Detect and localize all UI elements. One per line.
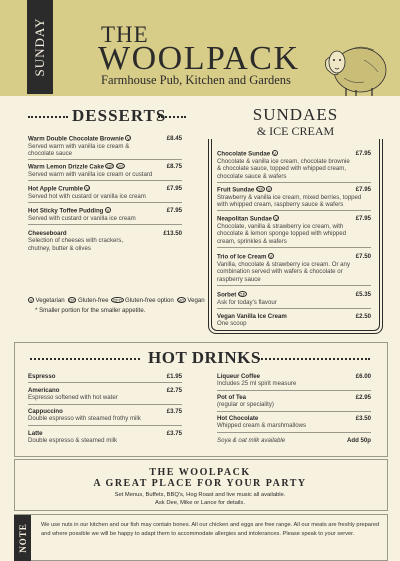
legend-item (111, 297, 173, 304)
sundae-item (217, 291, 371, 306)
drink-item (28, 373, 182, 380)
sundae-item-name: Neapolitan Sundae (217, 215, 272, 223)
brand-name: WOOLPACK (98, 40, 300, 77)
dessert-item-name: Cheeseboard (28, 230, 67, 237)
diet-badge-vg: VG (178, 297, 185, 303)
item-divider (28, 159, 182, 160)
item-divider (28, 425, 182, 426)
legend-label: Vegan (187, 297, 205, 304)
drink-item (28, 387, 182, 402)
drink-item-price: £6.00 (355, 373, 371, 380)
sundae-item-name: Fruit Sundae (217, 186, 255, 194)
drink-item-description: Espresso softened with hot water (28, 394, 118, 402)
promo-text-line1: Set Menus, Buffets, BBQ's, Hog Roast and live music all available. (114, 492, 286, 498)
diet-badge-gf: GF (257, 187, 264, 192)
desserts-dotline-left (28, 116, 68, 118)
sundae-item (217, 313, 371, 328)
sundae-item (217, 253, 371, 283)
diet-badge-gf: GF (69, 297, 75, 303)
diet-badge-gf: GF (106, 164, 113, 169)
sundae-item-description: Chocolate, vanilla & strawberry ice cream, with (217, 222, 344, 230)
sundae-item-description: Strawberry & vanilla ice cream, mixed berries, topped (217, 193, 362, 201)
diet-badge-v: V (267, 187, 271, 192)
dessert-item-price: £13.50 (163, 230, 182, 237)
desserts-title: DESSERTS (72, 106, 167, 125)
dessert-item (28, 207, 182, 222)
item-divider (217, 210, 371, 211)
diet-badge-gf: GF (239, 292, 246, 297)
drink-item-name: Hot Chocolate (217, 415, 259, 422)
sundae-item-description: with whipped cream, raspberry sauce & wafers (217, 201, 344, 209)
legend-label: Gluten-free (77, 297, 109, 304)
item-divider (217, 432, 371, 433)
drink-item (28, 408, 182, 423)
dessert-item-description: Served with custard or vanilla ice cream (28, 214, 136, 222)
legend-item (28, 297, 65, 304)
promo-title-line1: THE WOOLPACK (149, 467, 251, 478)
sundaes-title-line2: & ICE CREAM (256, 124, 335, 138)
item-divider (217, 308, 371, 309)
sundae-item-description: chocolate & lemon sponge topped with whipped (217, 230, 347, 238)
diet-badge-v: V (273, 151, 277, 156)
sundaes-title (208, 105, 383, 139)
dessert-item (28, 185, 182, 200)
dessert-item-price: £7.95 (166, 207, 182, 214)
sundae-item-price: £7.95 (355, 215, 371, 222)
dessert-item (28, 163, 182, 178)
drink-item-name: Espresso (28, 373, 56, 380)
item-divider (217, 390, 371, 391)
drink-item-description: Whipped cream & marshmallows (217, 422, 307, 430)
dessert-item-description: chocolate sauce (28, 150, 73, 158)
diet-badge-v: V (269, 254, 273, 259)
sundae-item-description: cream, sprinkles & wafers (217, 237, 287, 245)
note-tab (14, 515, 31, 561)
sundae-item-price: £7.50 (355, 253, 371, 260)
brand-the: THE (101, 22, 149, 47)
item-divider (217, 182, 371, 183)
item-divider (217, 411, 371, 412)
item-divider (28, 180, 182, 181)
item-divider (28, 404, 182, 405)
drink-item (217, 394, 371, 409)
legend-item (68, 297, 109, 304)
legend-label: Gluten-free option (125, 297, 174, 304)
sundae-item-name: Trio of Ice Cream (217, 253, 267, 261)
sundae-item-price: £7.95 (355, 150, 371, 157)
sundae-item-description: One scoop (217, 320, 247, 328)
promo-text-line2: Ask Dee, Mike or Lance for details. (155, 500, 245, 506)
drink-item-description: Double espresso & steamed milk (28, 437, 118, 445)
drink-item-price: £3.75 (166, 408, 182, 415)
dessert-item-price: £8.75 (166, 163, 182, 170)
dessert-item-name: Warm Lemon Drizzle Cake (28, 163, 104, 171)
dessert-item-name: Warm Double Chocolate Brownie (28, 135, 124, 143)
sundae-item-description: Vanilla, chocolate & strawberry ice cream. Or any (217, 260, 350, 268)
sundae-item (217, 186, 371, 209)
diet-badge-v: V (106, 208, 110, 213)
dietary-legend (28, 296, 208, 316)
desserts-dotline-right (158, 116, 186, 118)
dessert-item-name: Hot Sticky Toffee Pudding (28, 207, 104, 215)
day-tab (27, 0, 53, 94)
sundae-item-name: Vegan Vanilla Ice Cream (217, 313, 287, 320)
item-divider (28, 382, 182, 383)
sundae-item (217, 215, 371, 245)
drink-item-name: Pot of Tea (217, 394, 247, 401)
drink-item-price: £2.95 (355, 394, 371, 401)
hot-drinks-dotline-right (258, 358, 370, 360)
sundae-item-price: £5.35 (355, 291, 371, 298)
drink-item (217, 373, 371, 388)
item-divider (28, 224, 182, 225)
sundae-item-description: Ask for today's flavour (217, 298, 277, 306)
soya-row (217, 437, 371, 444)
drink-item (28, 430, 182, 445)
dessert-item-price: £7.95 (166, 185, 182, 192)
dessert-item-description: Selection of cheeses with crackers, (28, 237, 124, 245)
dessert-item (28, 230, 182, 252)
drink-item-price: £1.95 (166, 373, 182, 380)
dessert-item-price: £8.45 (166, 135, 182, 142)
soya-label: Soya & oat milk available (217, 437, 286, 444)
drink-item-description: Double espresso with steamed frothy milk (28, 415, 141, 423)
drink-item-price: £3.50 (355, 415, 371, 422)
item-divider (217, 285, 371, 286)
drink-item (217, 415, 371, 430)
drink-item-price: £3.75 (166, 430, 182, 437)
note-text: We use nuts in our kitchen and our fish may contain bones. All our chicken and eggs are free range. All our meats are freshly prepared and where possible we will be happy to adapt them to accommodate allergies and intolerances. Please speak to your server. (41, 522, 380, 537)
drink-item-description: Includes 25 ml spirit measure (217, 380, 297, 388)
sundae-item-name: Chocolate Sundae (217, 150, 271, 158)
brand-subtitle: Farmhouse Pub, Kitchen and Gardens (101, 73, 291, 87)
dessert-item (28, 135, 182, 158)
promo-title-line2: A GREAT PLACE FOR YOUR PARTY (93, 478, 307, 489)
dessert-item-name: Hot Apple Crumble (28, 185, 83, 193)
drink-item-price: £2.75 (166, 387, 182, 394)
diet-badge-gfo: GFO (112, 297, 123, 303)
drink-item-name: Americano (28, 387, 60, 394)
diet-badge-vg: VG (117, 164, 124, 169)
legend-label: Vegetarian (35, 297, 65, 304)
sundae-item-description: raspberry sauce (217, 275, 261, 283)
sundae-item-description: chocolate sauce & wafers (217, 172, 287, 180)
drink-item-name: Cappuccino (28, 408, 63, 415)
dessert-item-description: Served warm with vanilla ice cream & (28, 142, 130, 150)
legend-note: * Smaller portion for the smaller appetite. (35, 307, 146, 314)
sheep-illustration (320, 30, 388, 96)
legend-row (28, 296, 208, 306)
sundae-item (217, 150, 371, 180)
drink-item-name: Latte (28, 430, 43, 437)
day-label: SUNDAY (32, 17, 47, 77)
diet-badge-v: V (274, 216, 278, 221)
diet-badge-v: V (86, 186, 89, 191)
note-label: NOTE (17, 523, 28, 553)
diet-badge-v: V (127, 136, 130, 141)
drink-item-name: Liqueur Coffee (217, 373, 260, 380)
hot-drinks-title: HOT DRINKS (148, 348, 261, 367)
dessert-item-description: Served warm with vanilla ice cream or custard (28, 170, 153, 178)
legend-item (177, 297, 205, 304)
hot-drinks-dotline-left (30, 358, 140, 360)
sundae-item-description: & chocolate sauce, topped with whipped cream, (217, 165, 347, 173)
sundae-item-price: £2.50 (355, 313, 371, 320)
item-divider (28, 202, 182, 203)
sundae-item-description: combination served with wafers & chocolate or (217, 268, 343, 276)
sundaes-title-line1: SUNDAES (252, 105, 339, 124)
sundae-item-price: £7.95 (355, 186, 371, 193)
diet-badge-v: V (29, 297, 33, 303)
drink-item-description: (regular or speciality) (217, 401, 274, 409)
dessert-item-description: Served hot with custard or vanilla ice cream (28, 192, 146, 200)
sundae-item-name: Sorbet (217, 291, 237, 299)
sundae-item-description: Chocolate & vanilla ice cream, chocolate brownie (217, 157, 350, 165)
soya-price: Add 50p (346, 437, 371, 444)
dessert-item-description: chutney, butter & olives (28, 244, 91, 252)
item-divider (217, 247, 371, 248)
